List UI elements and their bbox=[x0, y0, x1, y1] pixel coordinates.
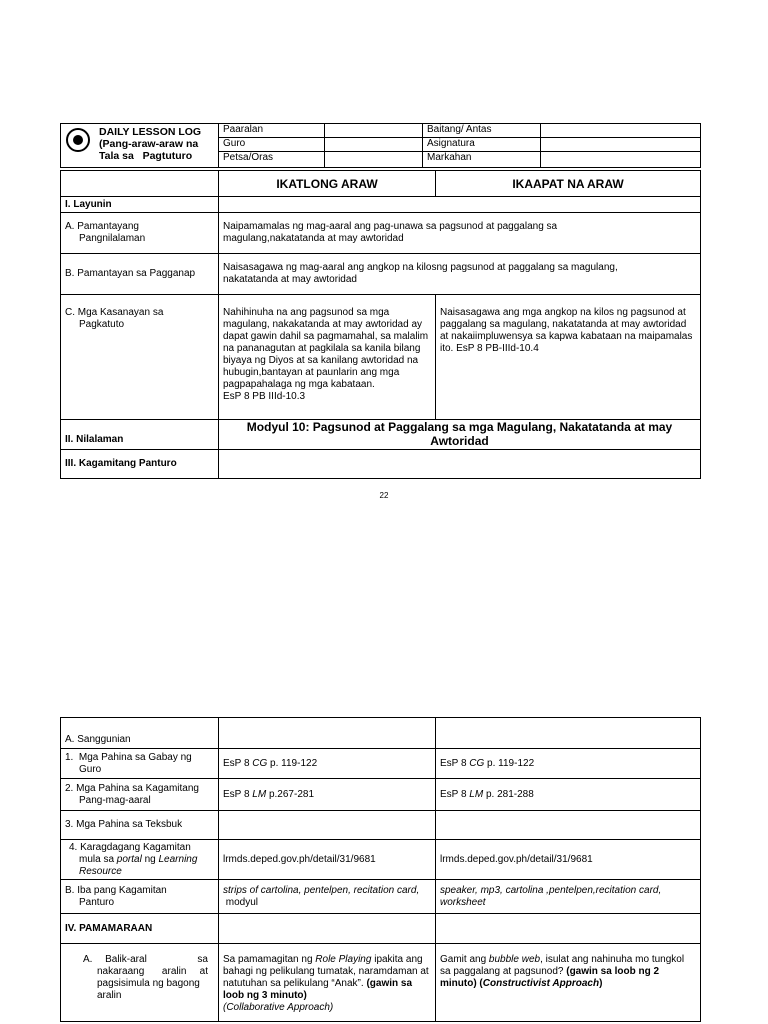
iba-pang-kagamitan-label: B. Iba pang Kagamitan Panturo bbox=[61, 880, 219, 914]
kagamitang-mag-aaral-third: EsP 8 LM p.267-281 bbox=[219, 779, 436, 811]
title-line-3: Tala sa Pagtuturo bbox=[99, 150, 193, 162]
balik-aral-label: A. Balik-aral sa nakaraang aralin at pagsisimula ng bagong aralin bbox=[61, 944, 219, 1022]
gabay-guro-fourth: EsP 8 CG p. 119-122 bbox=[436, 749, 701, 779]
paaralan-label: Paaralan bbox=[219, 124, 325, 138]
nilalaman-label: II. Nilalaman bbox=[61, 420, 219, 450]
baitang-value[interactable] bbox=[541, 124, 701, 138]
markahan-label: Markahan bbox=[423, 152, 541, 168]
lesson-log-table-bottom bbox=[60, 717, 701, 1022]
kasanayan-fourth: Naisasagawa ang mga angkop na kilos ng pagsunod at paggalang sa magulang, nakatatanda at may awtoridad at nakaiimpluwensya sa kapwa kabataan na maipamalas ito. EsP 8 PB-IIId-10.4 bbox=[436, 295, 701, 420]
pamantayang-pangnilalaman-text: Naipamamalas ng mag-aaral ang pag-unawa sa pagsunod at paggalang sa magulang,nakatatanda at may awtoridad bbox=[219, 213, 701, 254]
karagdagang-kagamitan-fourth[interactable]: lrmds.deped.gov.ph/detail/31/9681 bbox=[436, 840, 701, 880]
kasanayan-label: C. Mga Kasanayan sa Pagkatuto bbox=[61, 295, 219, 420]
petsa-label: Petsa/Oras bbox=[219, 152, 325, 168]
teksbuk-label: 3. Mga Pahina sa Teksbuk bbox=[61, 811, 219, 840]
day-header-third: IKATLONG ARAW bbox=[219, 171, 436, 197]
pamamaraan-label: IV. PAMAMARAAN bbox=[61, 914, 219, 944]
kagamitang-mag-aaral-fourth: EsP 8 LM p. 281-288 bbox=[436, 779, 701, 811]
sanggunian-fourth bbox=[436, 718, 701, 749]
layunin-value bbox=[219, 197, 701, 213]
header-title-cell bbox=[61, 124, 219, 168]
blank-day-label-cell bbox=[61, 171, 219, 197]
balik-aral-third: Sa pamamagitan ng Role Playing ipakita ang bahagi ng pelikulang tumatak, naramdaman at natutuhan sa pelikulang “Anak”. (gawin sa loob ng 3 minuto) (Collaborative Approach) bbox=[219, 944, 436, 1022]
sanggunian-label: A. Sanggunian bbox=[61, 718, 219, 749]
markahan-value[interactable] bbox=[541, 152, 701, 168]
asignatura-value[interactable] bbox=[541, 138, 701, 152]
pamamaraan-fourth bbox=[436, 914, 701, 944]
guro-label: Guro bbox=[219, 138, 325, 152]
gabay-guro-third: EsP 8 CG p. 119-122 bbox=[219, 749, 436, 779]
layunin-label: I. Layunin bbox=[61, 197, 219, 213]
petsa-value[interactable] bbox=[325, 152, 423, 168]
kasanayan-third: Nahihinuha na ang pagsunod sa mga magulang, nakakatanda at may awtoridad ay dapat gawin dahil sa pagmamahal, sa malalim na pananagutan at pagkilala sa kanila bilang biyaya ng Diyos at sa kanilang awtoridad na hubugin,bantayan at paunlarin ang mga pagpapahalaga ng mga kabataan. EsP 8 PB IIId-10.3 bbox=[219, 295, 436, 420]
kagamitang-panturo-label: III. Kagamitang Panturo bbox=[61, 450, 219, 479]
lesson-log-table-top bbox=[60, 123, 701, 168]
karagdagang-kagamitan-label: 4. Karagdagang Kagamitan mula sa portal ng Learning Resource bbox=[61, 840, 219, 880]
teksbuk-third bbox=[219, 811, 436, 840]
gabay-guro-label: 1. Mga Pahina sa Gabay ng Guro bbox=[61, 749, 219, 779]
deped-seal-icon bbox=[66, 128, 90, 152]
kagamitang-panturo-value bbox=[219, 450, 701, 479]
iba-pang-kagamitan-fourth: speaker, mp3, cartolina ,pentelpen,recitation card, worksheet bbox=[436, 880, 701, 914]
guro-value[interactable] bbox=[325, 138, 423, 152]
nilalaman-modyul: Modyul 10: Pagsunod at Paggalang sa mga Magulang, Nakatatanda at may Awtoridad bbox=[219, 420, 701, 450]
kagamitang-mag-aaral-label: 2. Mga Pahina sa Kagamitang Pang-mag-aaral bbox=[61, 779, 219, 811]
title-line-1: DAILY LESSON LOG bbox=[99, 126, 202, 138]
iba-pang-kagamitan-third: strips of cartolina, pentelpen, recitation card, modyul bbox=[219, 880, 436, 914]
balik-aral-fourth: Gamit ang bubble web, isulat ang nahinuha mo tungkol sa paggalang at pagsunod? (gawin sa loob ng 2 minuto) (Constructivist Approach) bbox=[436, 944, 701, 1022]
lesson-log-table-main bbox=[60, 170, 701, 479]
teksbuk-fourth bbox=[436, 811, 701, 840]
sanggunian-third bbox=[219, 718, 436, 749]
page-number: 22 bbox=[379, 491, 389, 500]
daily-lesson-log-title bbox=[99, 126, 219, 162]
paaralan-value[interactable] bbox=[325, 124, 423, 138]
karagdagang-kagamitan-third[interactable]: lrmds.deped.gov.ph/detail/31/9681 bbox=[219, 840, 436, 880]
pamantayan-sa-pagganap-label: B. Pamantayan sa Pagganap bbox=[61, 254, 219, 295]
pamantayang-pangnilalaman-label: A. Pamantayang Pangnilalaman bbox=[61, 213, 219, 254]
pamantayan-sa-pagganap-text: Naisasagawa ng mag-aaral ang angkop na kilosng pagsunod at paggalang sa magulang, nakatatanda at may awtoridad bbox=[219, 254, 701, 295]
baitang-label: Baitang/ Antas bbox=[423, 124, 541, 138]
day-header-fourth: IKAAPAT NA ARAW bbox=[436, 171, 701, 197]
pamamaraan-third bbox=[219, 914, 436, 944]
asignatura-label: Asignatura bbox=[423, 138, 541, 152]
title-line-2: (Pang-araw-araw na bbox=[99, 138, 199, 150]
